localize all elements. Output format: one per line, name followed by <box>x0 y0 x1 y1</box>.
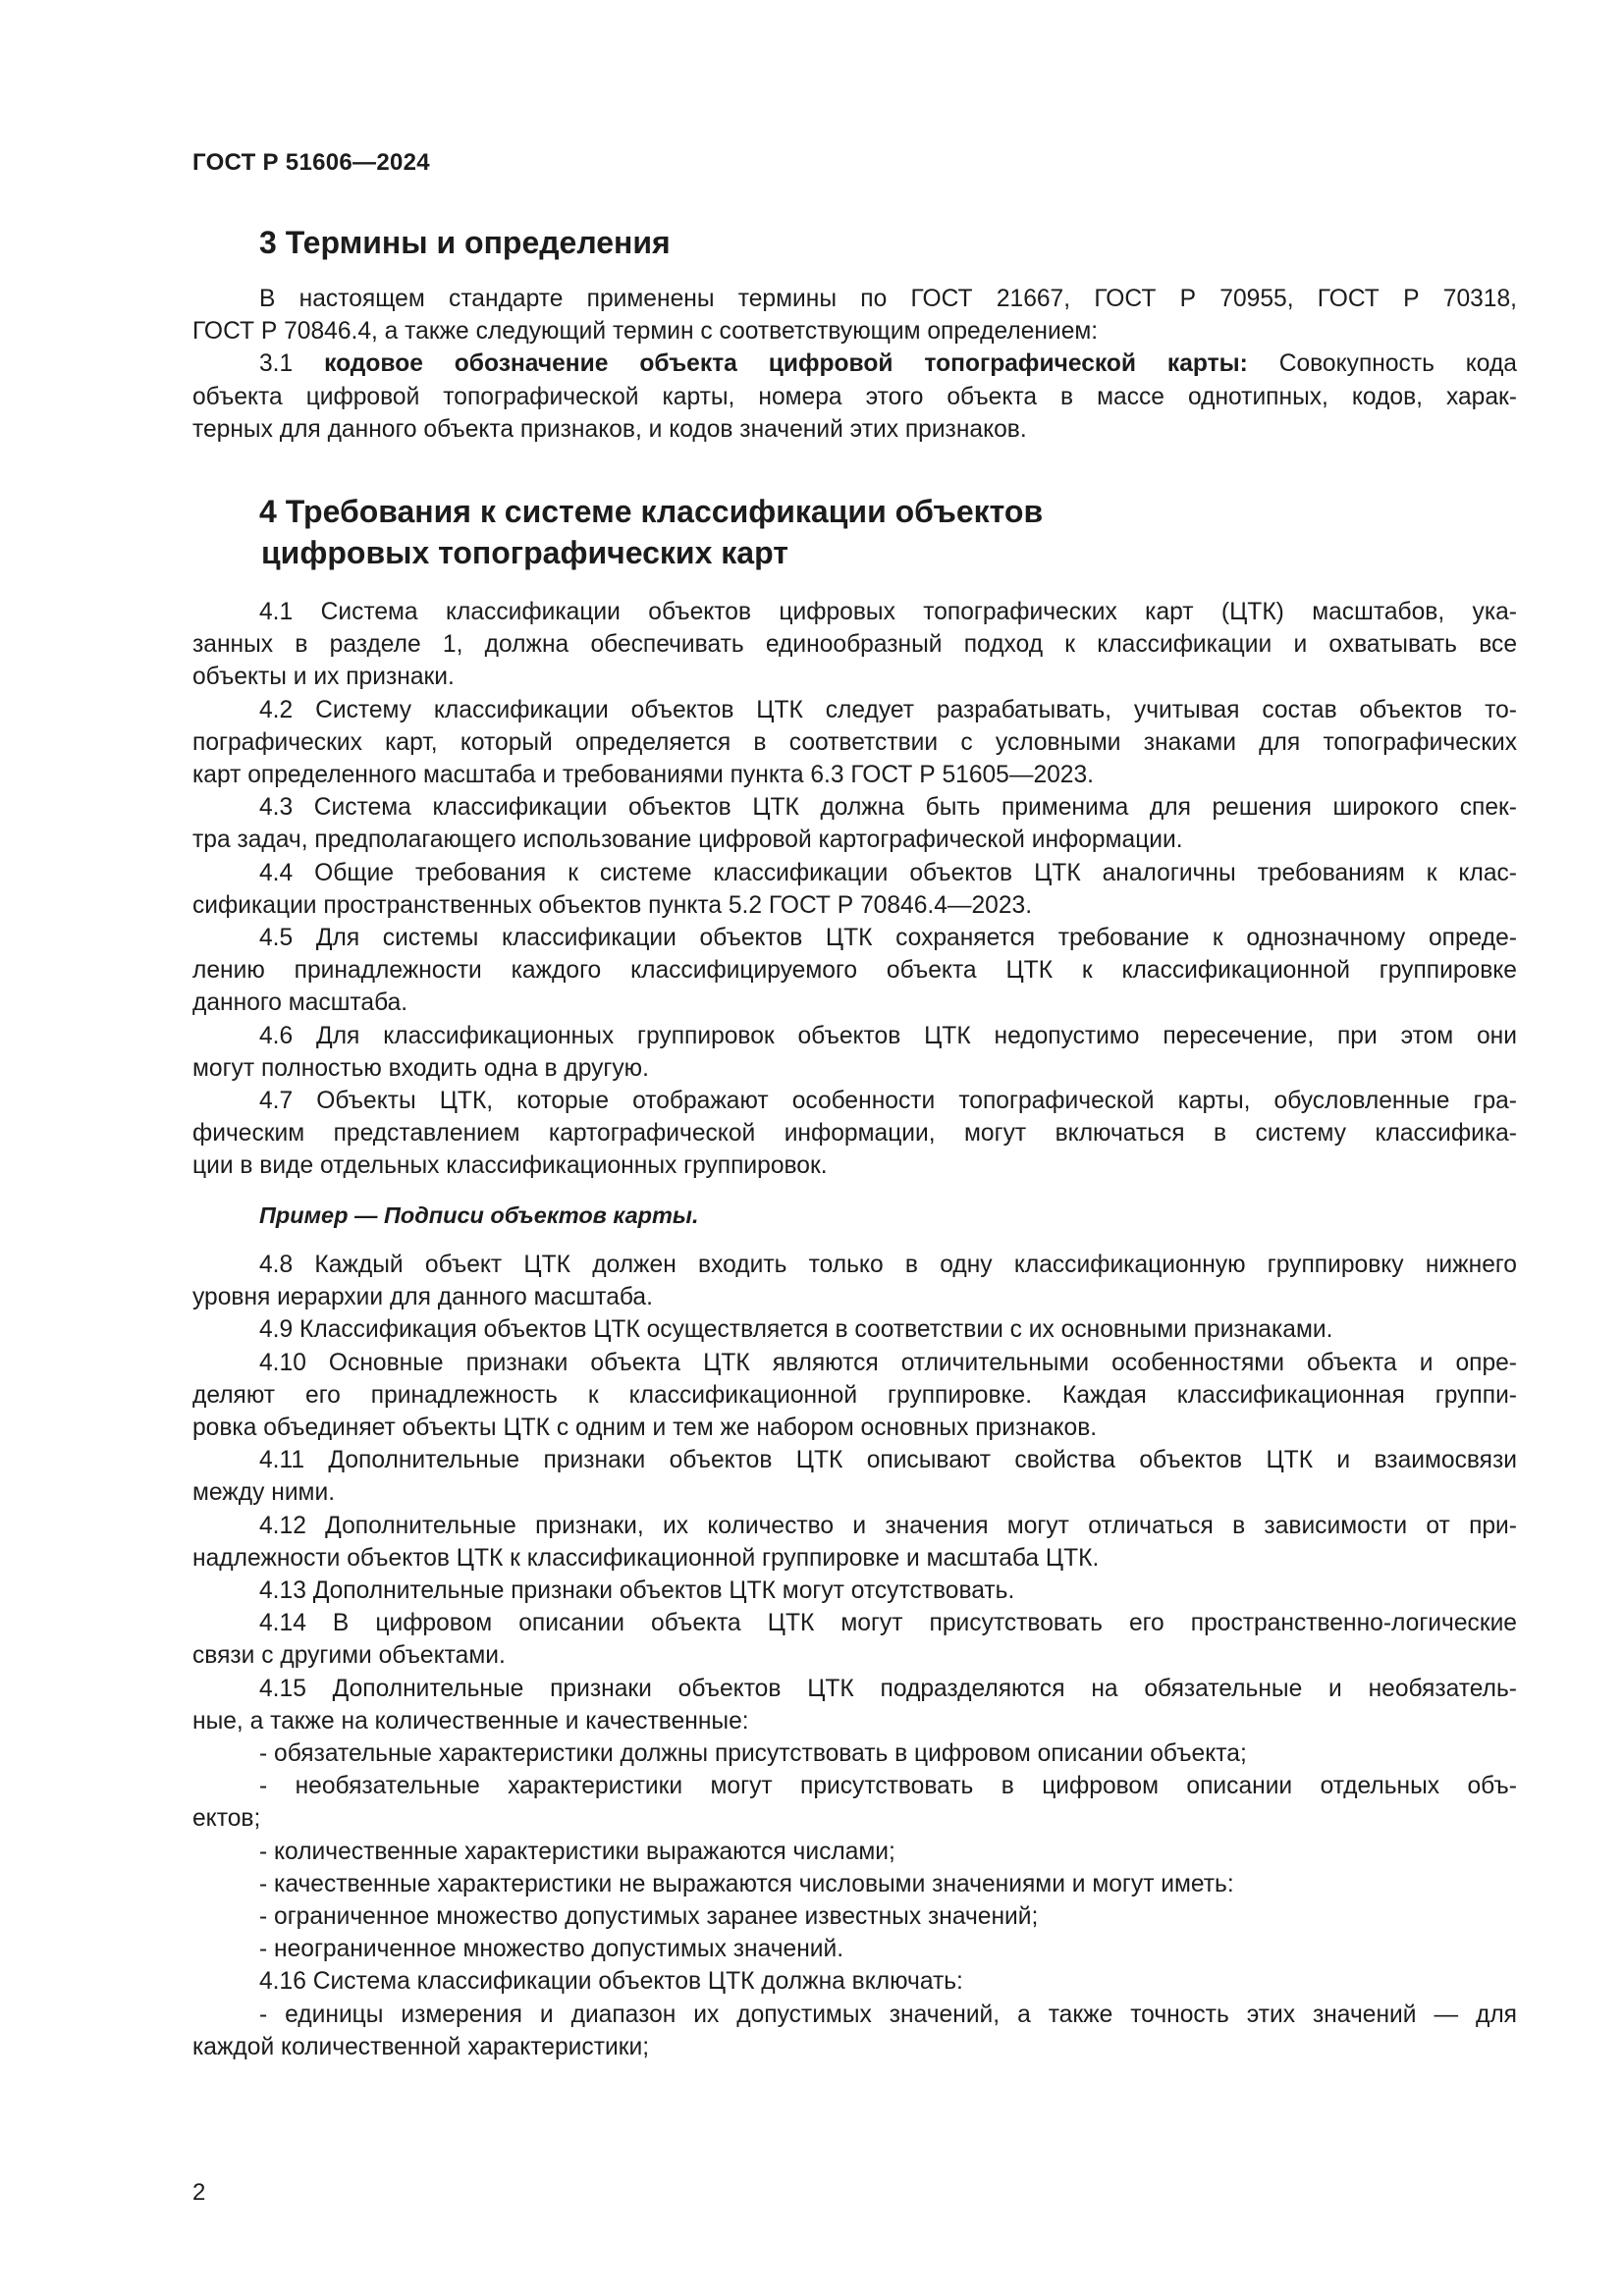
term-number: 3.1 <box>259 350 294 378</box>
text-line: 4.5 Для системы классификации объектов ЦТК сохраняется требование к однозначному опреде- <box>259 925 1517 952</box>
paragraph <box>192 1020 1517 1085</box>
text-line: связи с другими объектами. <box>192 1642 506 1670</box>
text-line: могут полностью входить одна в другую. <box>192 1054 649 1082</box>
paragraph <box>192 1085 1517 1183</box>
document-header: ГОСТ Р 51606—2024 <box>192 149 430 176</box>
text-line: терных для данного объекта признаков, и кодов значений этих признаков. <box>192 415 1027 443</box>
text-line: ектов; <box>192 1805 261 1833</box>
term-name: кодовое обозначение объекта цифровой топографической карты: <box>324 350 1248 378</box>
section-4-paragraphs-b <box>192 1249 1517 2063</box>
paragraph <box>192 1575 1517 1607</box>
text-line: объекты и их признаки. <box>192 664 455 691</box>
text-line: 4.13 Дополнительные признаки объектов ЦТК могут отсутствовать. <box>259 1577 1015 1605</box>
text-line: надлежности объектов ЦТК к классификационной группировке и масштаба ЦТК. <box>192 1544 1100 1572</box>
text-line: 4.6 Для классификационных группировок объектов ЦТК недопустимо пересечение, при этом они <box>259 1022 1517 1049</box>
text-line: карт определенного масштаба и требованиями пункта 6.3 ГОСТ Р 51605—2023. <box>192 762 1095 789</box>
text-line: каждой количественной характеристики; <box>192 2033 650 2060</box>
text-line: 4.11 Дополнительные признаки объектов ЦТК описывают свойства объектов ЦТК и взаимосвязи <box>259 1447 1517 1474</box>
paragraph <box>192 1673 1517 1737</box>
text-line: 4.3 Система классификации объектов ЦТК должна быть применима для решения широкого спек- <box>259 794 1517 822</box>
text-line: - качественные характеристики не выражаются числовыми значениями и могут иметь: <box>259 1870 1234 1897</box>
page-number: 2 <box>192 2179 206 2206</box>
text-line: ции в виде отдельных классификационных группировок. <box>192 1152 828 1180</box>
text-line: 4.7 Объекты ЦТК, которые отображают особенности топографической карты, обусловленные гра- <box>259 1088 1517 1115</box>
text-line: 4.14 В цифровом описании объекта ЦТК могут присутствовать его пространственно-логические <box>259 1610 1517 1637</box>
section-4-title-line-2: цифровых топографических карт <box>261 535 788 570</box>
text-line: объекта цифровой топографической карты, номера этого объекта в массе однотипных, кодов, харак- <box>192 383 1517 410</box>
paragraph <box>192 1313 1517 1346</box>
paragraph <box>192 922 1517 1020</box>
term-def-start: Совокупность кода <box>1278 350 1517 378</box>
text-line: данного масштаба. <box>192 989 408 1017</box>
text-line: 4.12 Дополнительные признаки, их количество и значения могут отличаться в зависимости от при- <box>259 1512 1517 1539</box>
text-line: деляют его принадлежность к классификационной группировке. Каждая классификационная группи- <box>192 1381 1517 1409</box>
text-line: уровня иерархии для данного масштаба. <box>192 1284 653 1311</box>
text-line: - обязательные характеристики должны присутствовать в цифровом описании объекта; <box>259 1740 1247 1768</box>
text-line: ровка объединяет объекты ЦТК с одним и тем же набором основных признаков. <box>192 1415 1098 1442</box>
text-line: ные, а также на количественные и качественные: <box>192 1707 749 1735</box>
text-line: 4.8 Каждый объект ЦТК должен входить только в одну классификационную группировку нижнего <box>259 1252 1517 1278</box>
text-line: 4.15 Дополнительные признаки объектов ЦТК подразделяются на обязательные и необязатель- <box>259 1675 1517 1702</box>
paragraph <box>192 1249 1517 1313</box>
text-line: - единицы измерения и диапазон их допустимых значений, а также точность этих значений — для <box>259 2001 1517 2028</box>
text-line: 4.1 Система классификации объектов цифровых топографических карт (ЦТК) масштабов, ука- <box>259 599 1517 625</box>
paragraph <box>192 1347 1517 1445</box>
paragraph <box>192 1999 1517 2063</box>
paragraph <box>192 1965 1517 1998</box>
paragraph <box>192 694 1517 792</box>
section-3-title: 3 Термины и определения <box>259 225 671 260</box>
section-4-title-line-1: 4 Требования к системе классификации объектов <box>259 494 1044 529</box>
text-line: - неограниченное множество допустимых значений. <box>259 1936 844 1963</box>
text-line: лению принадлежности каждого классифицируемого объекта ЦТК к классификационной группировке <box>192 957 1517 985</box>
paragraph <box>192 1900 1517 1933</box>
text-line: занных в разделе 1, должна обеспечивать единообразный подход к классификации и охватывать все <box>192 631 1517 659</box>
text-line: - необязательные характеристики могут присутствовать в цифровом описании отдельных объ- <box>259 1773 1517 1800</box>
text-line: - количественные характеристики выражаются числами; <box>259 1838 895 1865</box>
paragraph <box>192 1933 1517 1965</box>
section-3-body <box>192 283 1517 446</box>
paragraph <box>192 596 1517 694</box>
text-line: В настоящем стандарте применены термины по ГОСТ 21667, ГОСТ Р 70955, ГОСТ Р 70318, <box>259 286 1517 312</box>
text-line: сификации пространственных объектов пункта 5.2 ГОСТ Р 70846.4—2023. <box>192 891 1033 919</box>
paragraph <box>192 1770 1517 1835</box>
paragraph <box>192 1737 1517 1770</box>
text-line: - ограниченное множество допустимых заранее известных значений; <box>259 1903 1039 1931</box>
text-line <box>192 347 1517 380</box>
paragraph <box>192 1836 1517 1868</box>
text-line: ГОСТ Р 70846.4, а также следующий термин с соответствующим определением: <box>192 318 1099 346</box>
text-line: 4.9 Классификация объектов ЦТК осуществляется в соответствии с их основными признаками. <box>259 1316 1333 1344</box>
text-line: 4.16 Система классификации объектов ЦТК должна включать: <box>259 1968 963 1996</box>
paragraph <box>192 857 1517 922</box>
example-note: Пример — Подписи объектов карты. <box>259 1202 699 1228</box>
text-line: между ними. <box>192 1479 336 1507</box>
section-4-paragraphs-a <box>192 596 1517 1183</box>
text-line: фическим представлением картографической информации, могут включаться в систему классифика- <box>192 1120 1517 1148</box>
term-definition <box>192 347 1517 446</box>
paragraph <box>192 791 1517 856</box>
text-line: 4.4 Общие требования к системе классификации объектов ЦТК аналогичны требованиям к клас- <box>259 859 1517 886</box>
section-3-intro <box>192 283 1517 347</box>
paragraph <box>192 1444 1517 1509</box>
paragraph <box>192 1607 1517 1672</box>
paragraph <box>192 1868 1517 1900</box>
section-4-title <box>259 491 1043 573</box>
text-line: 4.2 Систему классификации объектов ЦТК следует разрабатывать, учитывая состав объектов то- <box>259 696 1517 723</box>
text-line: тра задач, предполагающего использование цифровой картографической информации. <box>192 827 1183 854</box>
text-line: 4.10 Основные признаки объекта ЦТК являются отличительными особенностями объекта и опре- <box>259 1349 1517 1376</box>
text-line: пографических карт, который определяется в соответствии с условными знаками для топографических <box>192 728 1517 756</box>
paragraph <box>192 1510 1517 1575</box>
